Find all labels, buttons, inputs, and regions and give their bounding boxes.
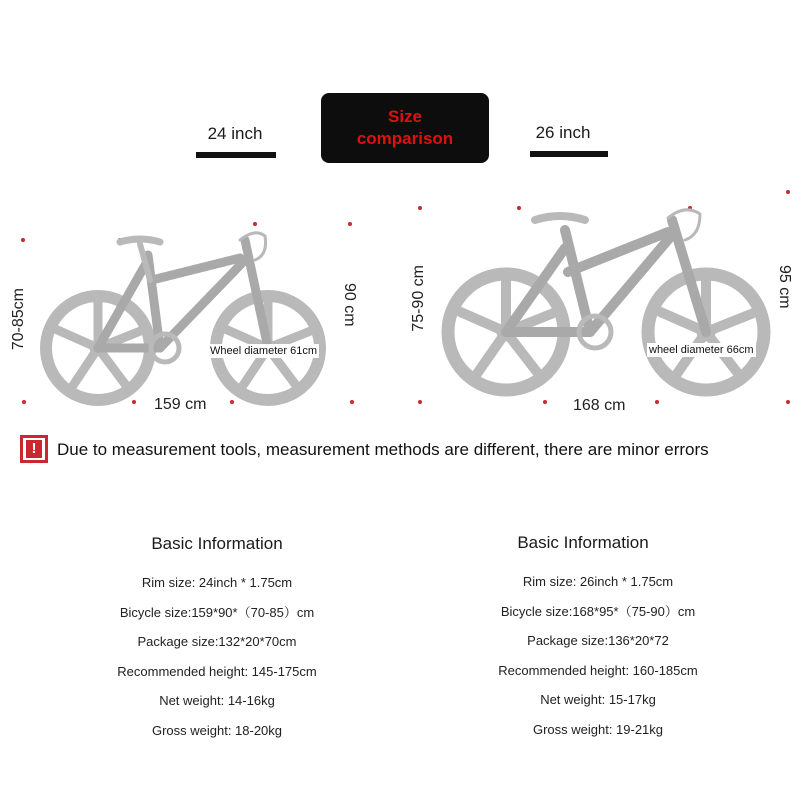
info-row: Net weight: 15-17kg — [540, 692, 656, 707]
size-24-label: 24 inch — [207, 124, 263, 143]
bike-26-height: 95 cm — [776, 265, 793, 309]
info-row: Package size:136*20*72 — [527, 633, 669, 648]
info-row: Recommended height: 145-175cm — [117, 663, 317, 679]
title-line-1: Size — [387, 107, 423, 126]
bike-26-seat-height: 75-90 cm — [410, 265, 427, 332]
info-row: Rim size: 24inch * 1.75cm — [141, 575, 293, 590]
info-row: Rim size: 26inch * 1.75cm — [522, 574, 674, 589]
size-24-underline — [196, 152, 276, 158]
info-row: Bicycle size:159*90*（70-85）cm — [119, 604, 315, 620]
size-comparison-title — [321, 93, 489, 163]
title-line-2: comparison — [356, 129, 454, 148]
bike-24-frame — [46, 233, 320, 400]
info-row: Recommended height: 160-185cm — [498, 662, 698, 678]
bike-24-height: 90 cm — [341, 283, 358, 327]
bike-26-length: 168 cm — [573, 397, 626, 414]
measurement-notice: Due to measurement tools, measurement methods are different, there are minor errors — [57, 440, 709, 459]
bike-26-illustration — [400, 190, 800, 420]
info-panel-24 — [57, 534, 377, 745]
info-title-26: Basic Information — [517, 533, 649, 552]
info-row: Gross weight: 18-20kg — [151, 722, 283, 738]
info-row: Net weight: 14-16kg — [159, 693, 275, 708]
bike-24-seat-height: 70-85cm — [10, 288, 27, 351]
warning-icon-inner: ! — [26, 440, 42, 458]
size-26-underline — [530, 151, 608, 157]
bike-26-wheel-diameter: wheel diameter 66cm — [649, 344, 754, 356]
size-26-label: 26 inch — [535, 123, 591, 142]
warning-icon — [20, 435, 48, 463]
bike-26-frame — [448, 210, 764, 390]
bike-24-length: 159 cm — [154, 396, 207, 413]
info-row: Bicycle size:168*95*（75-90）cm — [500, 603, 696, 619]
bike-24-wheel-diameter: Wheel diameter 61cm — [210, 345, 317, 357]
info-panel-26 — [438, 533, 758, 744]
info-row: Gross weight: 19-21kg — [532, 721, 664, 737]
info-title-24: Basic Information — [151, 534, 283, 553]
info-row: Package size:132*20*70cm — [137, 634, 297, 649]
